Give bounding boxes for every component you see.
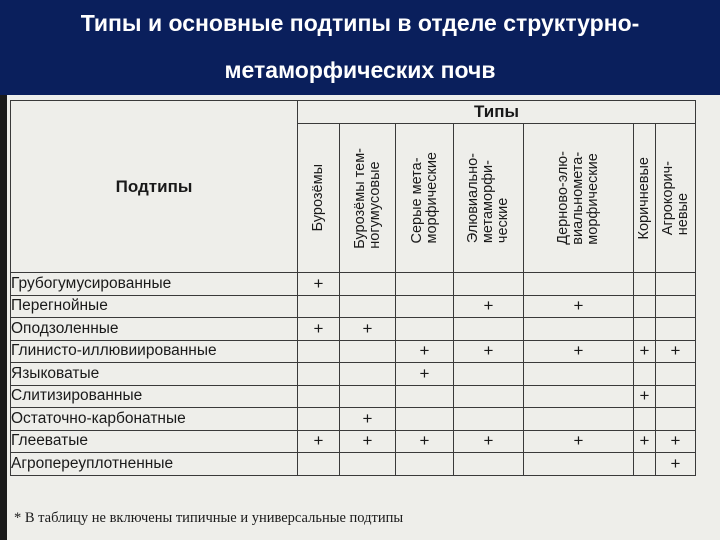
cell-mark [634,408,656,431]
cell-mark [454,318,524,341]
cell-mark [656,273,696,296]
cell-mark [524,408,634,431]
cell-mark: + [524,430,634,453]
cell-mark: + [340,408,396,431]
table-row [11,363,696,386]
cell-mark: + [340,430,396,453]
cell-mark [524,318,634,341]
column-header: Агрокорич- невые [656,124,696,273]
subtypes-header: Подтипы [11,101,298,273]
cell-mark: + [298,273,340,296]
cell-mark [656,408,696,431]
cell-mark: + [396,340,454,363]
cell-mark [340,273,396,296]
cell-mark [454,385,524,408]
row-label: Глинисто-иллювиированные [11,340,298,363]
cell-mark [656,295,696,318]
cell-mark: + [634,340,656,363]
cell-mark [298,408,340,431]
cell-mark: + [298,430,340,453]
column-header: Дерново-элю- виальномета- морфические [524,124,634,273]
table-row [11,273,696,296]
row-label: Слитизированные [11,385,298,408]
row-label: Оподзоленные [11,318,298,341]
cell-mark: + [396,430,454,453]
types-header: Типы [298,101,696,124]
page-title-line2: метаморфических почв [224,57,496,83]
cell-mark [396,295,454,318]
cell-mark [396,453,454,476]
cell-mark [396,408,454,431]
cell-mark [656,318,696,341]
table-row [11,453,696,476]
cell-mark [454,408,524,431]
cell-mark [396,318,454,341]
cell-mark [454,363,524,386]
cell-mark [340,340,396,363]
table-row [11,385,696,408]
cell-mark [396,385,454,408]
scan-left-edge [0,95,7,540]
column-header: Серые мета- морфические [396,124,454,273]
cell-mark: + [656,453,696,476]
table-row [11,340,696,363]
column-header: Бурозёмы [298,124,340,273]
column-header: Бурозёмы тем- ногумусовые [340,124,396,273]
cell-mark: + [454,430,524,453]
row-label: Остаточно-карбонатные [11,408,298,431]
title-bar [0,0,720,95]
table-row [11,430,696,453]
soil-types-table [10,100,696,476]
cell-mark [634,273,656,296]
cell-mark [396,273,454,296]
cell-mark [524,453,634,476]
cell-mark: + [524,295,634,318]
cell-mark [524,273,634,296]
cell-mark [634,453,656,476]
cell-mark [634,318,656,341]
table-row [11,408,696,431]
row-label: Языковатые [11,363,298,386]
table-footnote: * В таблицу не включены типичные и универсальные подтипы [14,510,404,526]
cell-mark [340,385,396,408]
cell-mark [454,453,524,476]
cell-mark [298,453,340,476]
cell-mark: + [298,318,340,341]
table-row [11,318,696,341]
cell-mark: + [524,340,634,363]
page-title-line1: Типы и основные подтипы в отделе структурно- [80,10,640,36]
row-label: Глееватые [11,430,298,453]
cell-mark: + [340,318,396,341]
cell-mark [656,363,696,386]
cell-mark: + [634,430,656,453]
column-header: Элювиально- метаморфи- ческие [454,124,524,273]
cell-mark [298,340,340,363]
cell-mark [340,453,396,476]
cell-mark [524,363,634,386]
row-label: Грубогумусированные [11,273,298,296]
cell-mark [656,385,696,408]
cell-mark [634,295,656,318]
cell-mark: + [656,430,696,453]
cell-mark [454,273,524,296]
cell-mark [298,363,340,386]
cell-mark: + [454,295,524,318]
table-row [11,295,696,318]
cell-mark [298,385,340,408]
cell-mark: + [634,385,656,408]
cell-mark [340,363,396,386]
row-label: Перегнойные [11,295,298,318]
cell-mark: + [656,340,696,363]
cell-mark [298,295,340,318]
cell-mark: + [454,340,524,363]
column-header: Коричневые [634,124,656,273]
cell-mark [340,295,396,318]
cell-mark: + [396,363,454,386]
row-label: Агропереуплотненные [11,453,298,476]
cell-mark [634,363,656,386]
cell-mark [524,385,634,408]
